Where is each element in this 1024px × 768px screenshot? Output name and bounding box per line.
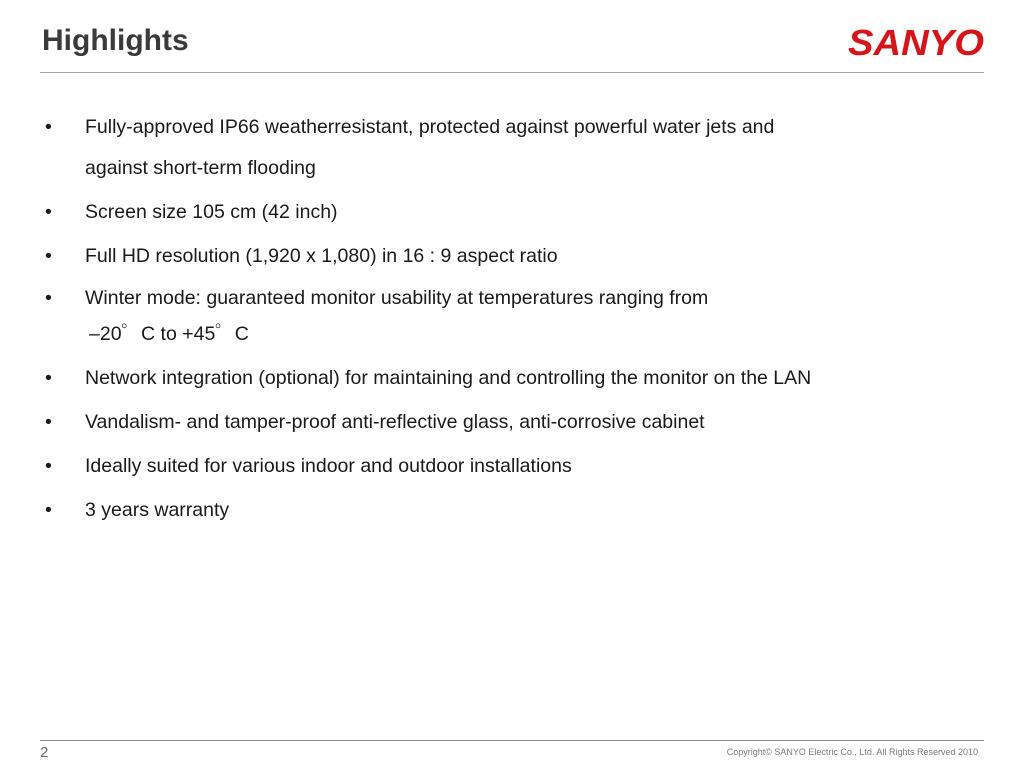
bullet-dot: • xyxy=(45,245,52,267)
bullet-text-continued: –20゜C to +45゜C xyxy=(89,323,249,345)
bullet-text: Full HD resolution (1,920 x 1,080) in 16 : 9 aspect ratio xyxy=(85,245,558,267)
bullet-text: Network integration (optional) for maintaining and controlling the monitor on the LAN xyxy=(85,367,812,389)
bullet-dot: • xyxy=(45,499,52,521)
slide-title: Highlights xyxy=(42,24,189,57)
bullet-item xyxy=(0,107,1000,189)
bullet-dot: • xyxy=(45,287,52,309)
bullet-item xyxy=(0,280,1000,352)
bullet-item xyxy=(0,358,1000,399)
bullet-text-continued: against short-term flooding xyxy=(85,157,316,179)
bullet-dot: • xyxy=(45,201,52,223)
bullet-item xyxy=(0,490,1000,531)
bullet-dot: • xyxy=(45,116,52,138)
bullet-item xyxy=(0,402,1000,443)
header-divider xyxy=(40,72,984,73)
bullet-text: 3 years warranty xyxy=(85,499,230,521)
svg-text:SANYO: SANYO xyxy=(848,22,984,63)
copyright-notice: Copyright© SANYO Electric Co., Ltd. All Rights Reserved 2010 xyxy=(726,747,978,757)
bullet-text: Vandalism- and tamper-proof anti-reflective glass, anti-corrosive cabinet xyxy=(85,411,705,433)
bullet-item xyxy=(0,446,1000,487)
page-number: 2 xyxy=(40,744,49,761)
bullet-dot: • xyxy=(45,411,52,433)
bullet-dot: • xyxy=(45,367,52,389)
bullet-text: Ideally suited for various indoor and outdoor installations xyxy=(85,455,572,477)
bullet-text: Screen size 105 cm (42 inch) xyxy=(85,201,338,223)
bullet-item xyxy=(0,236,1000,277)
bullet-text: Winter mode: guaranteed monitor usability at temperatures ranging from xyxy=(85,287,709,309)
highlights-list xyxy=(0,107,1000,534)
bullet-dot: • xyxy=(45,455,52,477)
bullet-item xyxy=(0,192,1000,233)
sanyo-logo xyxy=(846,19,986,63)
footer-divider xyxy=(40,740,984,741)
bullet-text: Fully-approved IP66 weatherresistant, protected against powerful water jets and xyxy=(85,116,775,138)
